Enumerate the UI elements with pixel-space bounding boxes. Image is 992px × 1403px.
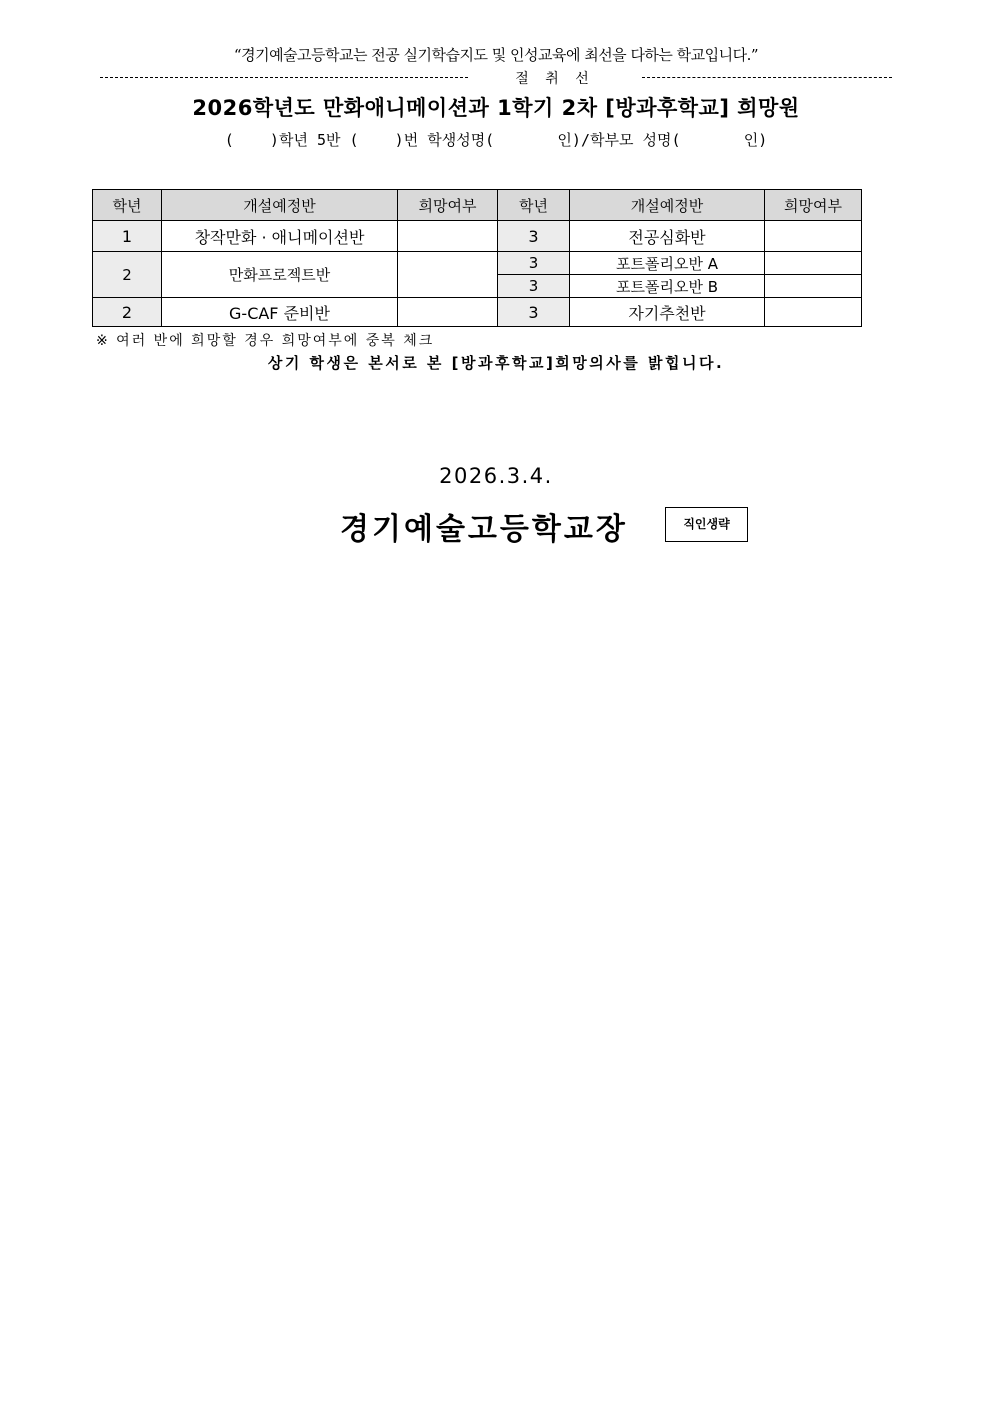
header-class: 개설예정반 [570,190,765,221]
class-name-cell: 창작만화 · 애니메이션반 [162,221,398,252]
wish-checkbox-cell[interactable] [765,252,862,275]
table-row [93,298,862,327]
seal-omitted-box: 직인생략 [665,507,748,542]
wish-checkbox-cell[interactable] [398,221,498,252]
wish-checkbox-cell[interactable] [765,221,862,252]
class-name-cell: G-CAF 준비반 [162,298,398,327]
cut-line-left-dash [100,77,468,78]
header-class: 개설예정반 [162,190,398,221]
header-wish: 희망여부 [398,190,498,221]
duplicate-check-note: ※ 여러 반에 희망할 경우 희망여부에 중복 체크 [96,333,435,349]
table-header-row [93,190,862,221]
class-name-cell: 포트폴리오반 B [570,275,765,298]
grade-cell: 3 [498,252,570,275]
application-table [92,189,862,327]
principal-signature: 경기예술고등학교장 [340,512,628,547]
grade-cell: 3 [498,275,570,298]
cut-line-label: 절 취 선 [515,71,595,87]
grade-cell: 3 [498,298,570,327]
grade-cell: 2 [93,298,162,327]
header-wish: 희망여부 [765,190,862,221]
wish-checkbox-cell[interactable] [398,252,498,298]
header-grade: 학년 [93,190,162,221]
cut-line-right-dash [642,77,892,78]
class-name-cell: 포트폴리오반 A [570,252,765,275]
document-date: 2026.3.4. [439,464,553,488]
student-info-line: ( )학년 5반 ( )번 학생성명( 인)/학부모 성명( 인) [224,131,768,149]
grade-cell: 2 [93,252,162,298]
header-grade: 학년 [498,190,570,221]
wish-checkbox-cell[interactable] [765,298,862,327]
cut-line [100,68,892,86]
grade-cell: 3 [498,221,570,252]
class-name-cell: 만화프로젝트반 [162,252,398,298]
grade-cell: 1 [93,221,162,252]
class-name-cell: 자기추천반 [570,298,765,327]
document-title: 2026학년도 만화애니메이션과 1학기 2차 [방과후학교] 희망원 [192,96,800,120]
school-motto: “경기예술고등학교는 전공 실기학습지도 및 인성교육에 최선을 다하는 학교입니다.” [233,46,759,64]
declaration-text: 상기 학생은 본서로 본 [방과후학교]희망의사를 밝힙니다. [267,354,725,372]
wish-checkbox-cell[interactable] [398,298,498,327]
wish-checkbox-cell[interactable] [765,275,862,298]
table-row [93,252,862,275]
class-name-cell: 전공심화반 [570,221,765,252]
table-row [93,221,862,252]
